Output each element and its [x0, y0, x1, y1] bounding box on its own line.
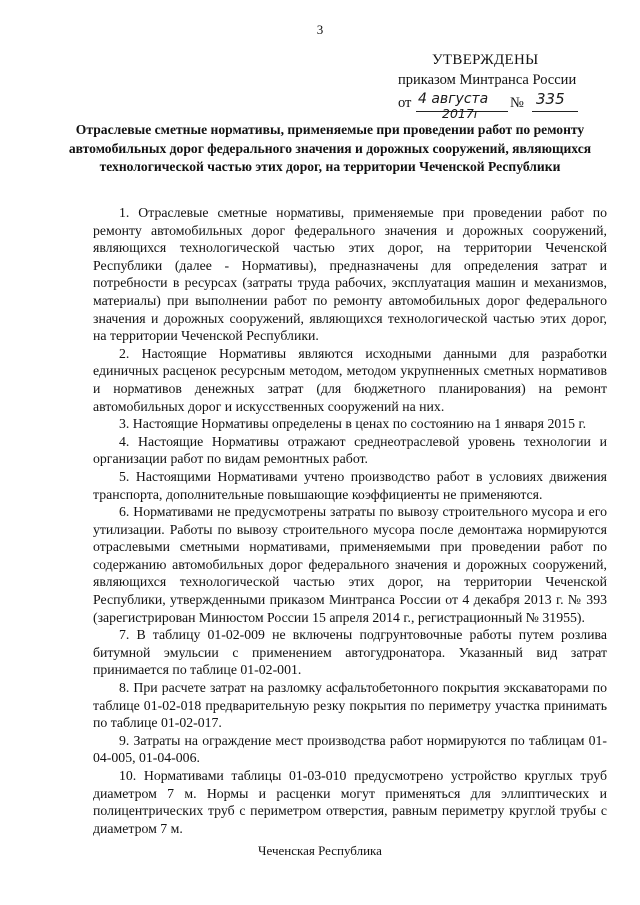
page-footer: Чеченская Республика — [258, 843, 382, 858]
paragraph-2: 2. Настоящие Нормативы являются исходными данными для разработки единичных расценок ресурсным методом, методом укрупненных сметных нормативов и нормативов денежных затрат (для бюджетного планирования) на ремонт автомобильных дорог и искусственных сооружений на них. — [93, 345, 607, 414]
handwritten-date-year: 2017г — [442, 106, 481, 121]
paragraph-3: 3. Настоящие Нормативы определены в ценах по состоянию на 1 января 2015 г. — [119, 416, 587, 432]
paragraph-5: 5. Настоящими Нормативами учтено производство работ в условиях движения транспорта, дополнительные повышающие коэффициенты не применяются. — [93, 468, 607, 502]
paragraph-7: 7. В таблицу 01-02-009 не включены подгрунтовочные работы путем розлива битумной эмульсии с применением автогудронатора. Указанный вид затрат принимается по таблице 01-02-001. — [93, 627, 607, 678]
paragraph-8: 8. При расчете затрат на разломку асфальтобетонного покрытия экскаваторами по таблице 01-02-018 предварительную резку покрытия по периметру участка принимать по таблице 01-02-017. — [93, 680, 607, 731]
approval-order: приказом Минтранса России — [398, 72, 577, 88]
paragraph-9: 9. Затраты на ограждение мест производства работ нормируются по таблицам 01-04-005, 01-04-006. — [93, 732, 607, 766]
document-heading: Отраслевые сметные нормативы, применяемые при проведении работ по ремонту автомобильных дорог федерального значения и дорожных сооружений, являющихся технологической частью этих дорог, на территории Чеченской Республики — [68, 122, 592, 174]
page-number: 3 — [316, 22, 324, 37]
number-underline — [532, 111, 578, 112]
handwritten-number: 335 — [536, 90, 565, 108]
number-label: № — [510, 95, 524, 111]
paragraph-4: 4. Настоящие Нормативы отражают среднеотраслевой уровень технологии и организации работ по видам ремонтных работ. — [93, 433, 607, 467]
handwritten-date-day: 4 августа — [418, 91, 489, 107]
document-body — [93, 204, 607, 837]
approval-title: УТВЕРЖДЕНЫ — [432, 52, 539, 68]
paragraph-10: 10. Нормативами таблицы 01-03-010 предусмотрено устройство круглых труб диаметром 7 м. Нормы и расценки могут применяться для эллиптических и полицентрических труб с периметром отверстия, равным периметру круглой трубы с диаметром 7 м. — [93, 768, 607, 836]
paragraph-6: 6. Нормативами не предусмотрены затраты по вывозу строительного мусора и его утилизации. Работы по вывозу строительного мусора после демонтажа нормируются отраслевыми сметными нормативами, применяемыми при проведении работ по содержанию автомобильных дорог федерального значения и дорожных сооружений, являющихся технологической частью этих дорог, на территории Чеченской Республики, утвержденными приказом Минтранса России от 4 декабря 2013 г. № 393 (зарегистрирован Минюстом России 15 апреля 2014 г., регистрационный № 31955). — [93, 504, 607, 625]
paragraph-1: 1. Отраслевые сметные нормативы, применяемые при проведении работ по ремонту автомобильных дорог федерального значения и дорожных сооружений, являющихся технологической частью этих дорог, на территории Чеченской Республики (далее - Нормативы), предназначены для определения затрат и потребности в ресурсах (затраты труда рабочих, эксплуатация машин и механизмов, материалы) при выполнении работ по ремонту автомобильных дорог федерального значения и дорожных сооружений, являющихся технологической частью этих дорог, на территории Чеченской Республики. — [93, 205, 607, 344]
date-prefix: от — [398, 95, 412, 111]
